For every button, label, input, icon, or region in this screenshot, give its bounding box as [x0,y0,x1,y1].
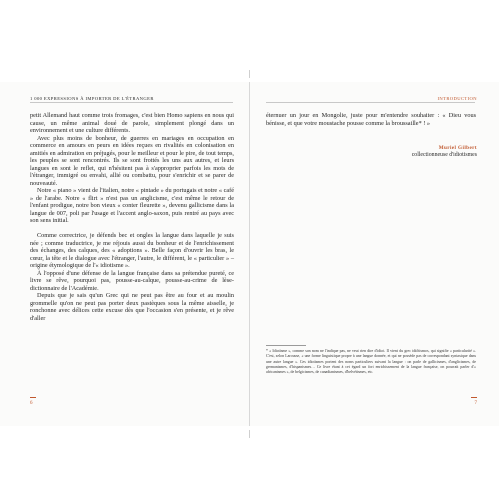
right-body-text [266,112,476,127]
paragraph: petit Allemand haut comme trois fromages, c'est bien Homo sapiens en nous qui cause, un même animal doué de parole, simplement plongé dans un environnement et une culture différents. [30,112,234,134]
paragraph: Depuis que je sais qu'un Grec qui ne peut pas être au four et au moulin grommelle qu'on ne peut pas porter deux pastèques sous la même aisselle, je ronchonne avec délices cette excuse dès que l'occasion s'en présente, et je rêve d'aller [30,292,234,322]
head-rule [266,102,475,103]
running-head-left: 1 000 EXPRESSIONS À IMPORTER DE L'ÉTRANGER [30,96,154,101]
paragraph: éternuer un jour en Mongolie, juste pour m'entendre souhaiter : « Dieu vous bénisse, et que votre moustache pousse comme la broussaille* ! » [266,112,476,127]
paragraph: À l'opposé d'une défense de la langue française dans sa prétendue pureté, ce livre se rêve, pourquoi pas, pousse-au-calque, pousse-au-crime de lèse-dictionnaire de l'Académie. [30,269,234,292]
left-body-text [30,112,234,322]
footnote-rule [266,345,306,346]
signature-role: collectionneuse d'idiotismes [411,152,477,158]
paragraph: Avec plus moins de bonheur, de guerres en mariages en occupation en commerce en amours en peurs en idées reçues en rivalités en colonisation en amitiés en admiration en préjugés, pour le meilleur et pour le pire, de tout temps, les peuples se sont rencontrés. Ils se sont frottés les uns aux autres, et leurs langues en sont le reflet, qui n'hésitent pas à s'approprier parfois les mots de l'étranger, immigré ou envahi, allié ou combattu, pour s'enrichir et se parer de nouveauté. [30,134,234,187]
gutter [249,82,250,426]
page-number-right: 7 [474,401,477,406]
paragraph: Comme correctrice, je défends bec et ongles la langue dans laquelle je suis née ; comme traductrice, je me réjouis aussi du bonheur et de l'enrichissement des échanges, des calques, des « adoptions ». Belle façon d'ouvrir les bras, le cœur, la tête et le dialogue avec l'étranger, l'autre, le différent, le « particulier » – origine étymologique de l'« idiotisme ». [30,232,234,269]
signature-name: Muriel Gilbert [438,145,477,151]
folio-rule [30,397,36,398]
signature [412,145,477,158]
page-number-left: 6 [30,401,33,406]
crop-mark [249,430,250,438]
folio-rule [471,397,477,398]
footnote: * « Idiotisme », comme son nom ne l'indique pas, ne veut rien dire d'idiot. Il vient du grec idiôtismos, qui signifie « particularité ». C'est, selon Larousse, « une forme linguistique propre à une langue donnée, et qui ne possède pas de correspondant syntaxique dans une autre langue ». Ces idiotismes portent des noms particuliers suivant la langue : on parle de gallicismes, d'anglicismes, de germanismes, d'hispanismes… Ce livre étant à cet égard un fort enrichissement de la langue française, on pourrait parler d'« africanismes », de belgicismes, de canadianismes, d'helvétismes, etc. [266,349,476,375]
running-head-right: INTRODUCTION [437,96,477,101]
paragraph: Notre « piano » vient de l'italien, notre « pintade » du portugais et notre « café » de l'arabe. Notre « flirt » n'est pas un anglicisme, c'est même le retour de l'enfant prodigue, notre bon vieux « conter fleurette », devenu gallicisme dans la langue de 007, poli par l'usage et l'accent anglo-saxon, puis rentré au pays avec son sens initial. [30,187,234,224]
crop-mark [249,70,250,78]
head-rule [30,102,233,103]
